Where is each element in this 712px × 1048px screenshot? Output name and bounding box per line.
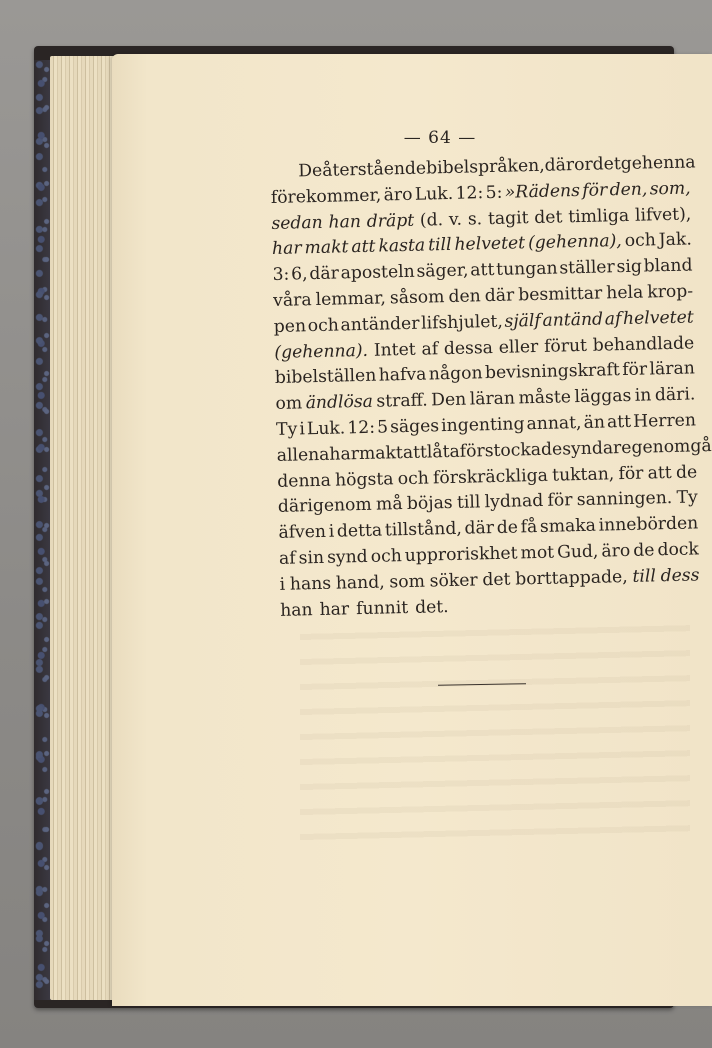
- word: innebörden: [598, 513, 699, 536]
- word: ordet: [573, 154, 622, 176]
- word: för: [547, 490, 573, 512]
- word: äfven: [278, 521, 327, 544]
- word: han: [328, 211, 362, 233]
- word: genomgå: [631, 435, 712, 458]
- word: för: [582, 180, 608, 201]
- word: Ty: [676, 487, 698, 509]
- word: detta: [336, 520, 383, 542]
- word: ställer: [559, 257, 615, 279]
- word: äro: [601, 540, 631, 562]
- word: om: [275, 393, 303, 415]
- word: hand,: [335, 572, 385, 594]
- word: än: [583, 412, 606, 433]
- word: upproriskhet: [404, 543, 518, 566]
- word: (d.: [419, 209, 444, 231]
- word: få: [520, 517, 538, 538]
- word: ingenting: [440, 414, 525, 437]
- word: läran: [649, 358, 696, 380]
- word: »Rädens: [504, 180, 581, 203]
- word: annat,: [526, 412, 582, 435]
- word: sin: [298, 547, 325, 569]
- word: Luk.: [306, 418, 346, 440]
- word: (gehenna),: [527, 231, 622, 254]
- word: Gud,: [556, 541, 599, 563]
- word: af: [604, 308, 622, 330]
- word: lemmar,: [315, 288, 387, 310]
- word: däri.: [654, 384, 696, 406]
- word: Luk.: [414, 183, 454, 205]
- word: till: [632, 566, 657, 587]
- word: makt: [358, 442, 404, 464]
- word: den,: [609, 179, 648, 201]
- word: tillstånd,: [384, 518, 463, 541]
- word: 6,: [290, 264, 308, 285]
- word: där: [484, 285, 515, 307]
- word: denna: [277, 470, 332, 492]
- word: i: [328, 521, 335, 542]
- word: allena: [276, 444, 330, 466]
- word: har: [319, 598, 350, 620]
- word: 5: [376, 417, 389, 438]
- word: i: [299, 419, 306, 440]
- word: att: [351, 237, 376, 258]
- word: 3:: [272, 264, 290, 286]
- word: 12:: [455, 182, 484, 204]
- page-number: — 64 —: [403, 128, 477, 148]
- word: straff.: [376, 390, 428, 412]
- word: och: [624, 230, 657, 252]
- word: helvetet: [454, 233, 526, 256]
- word: de: [675, 461, 698, 483]
- body-text: [270, 150, 712, 624]
- word: synd: [326, 546, 368, 568]
- word: antänder: [340, 313, 420, 336]
- word: 5:: [485, 182, 503, 203]
- word: Ty: [275, 419, 298, 440]
- word: Den: [430, 389, 467, 411]
- word: återstående: [321, 158, 427, 181]
- word: som: [389, 571, 426, 593]
- word: någon: [428, 363, 483, 385]
- word: bevisningskraft: [484, 360, 620, 384]
- word: hafva: [378, 364, 427, 386]
- word: hans: [289, 573, 332, 595]
- word: lifvet),: [634, 204, 692, 226]
- word: må: [375, 494, 403, 516]
- word: De: [298, 160, 323, 182]
- word: bibelställen: [274, 366, 377, 389]
- word: säges: [389, 416, 440, 438]
- word: sig: [616, 256, 643, 278]
- word: mot: [520, 542, 555, 564]
- word: för: [618, 463, 644, 484]
- word: tagit: [487, 207, 529, 229]
- word: in: [634, 385, 652, 406]
- word: förskräckliga: [432, 465, 549, 488]
- word: låta: [426, 441, 461, 463]
- word: att: [402, 442, 428, 463]
- word: aposteln: [340, 261, 415, 284]
- word: lifshjulet,: [420, 311, 504, 334]
- word: i: [279, 574, 286, 595]
- word: dessa: [443, 337, 494, 359]
- word: att: [470, 260, 495, 281]
- word: Herren: [632, 410, 697, 432]
- word: bibelspråken,: [425, 155, 545, 179]
- word: högsta: [334, 468, 394, 491]
- word: förut: [543, 335, 588, 357]
- word: krop-: [647, 281, 694, 303]
- word: makt: [304, 237, 349, 259]
- word: läggas: [574, 386, 632, 408]
- word: kasta: [378, 235, 426, 257]
- word: därigenom: [277, 495, 372, 518]
- word: söker: [429, 570, 478, 592]
- word: såsom: [389, 287, 445, 309]
- word: tungan: [495, 258, 558, 281]
- word: smaka: [539, 515, 597, 538]
- word: han: [279, 599, 313, 621]
- word: ändlösa: [305, 391, 374, 414]
- word: hela: [606, 282, 644, 304]
- word: det: [534, 206, 563, 228]
- word: dock: [657, 539, 700, 561]
- word: måste: [518, 387, 572, 409]
- word: de: [633, 540, 655, 561]
- word: af: [278, 548, 296, 569]
- word: Intet: [373, 339, 416, 361]
- word: där: [544, 155, 575, 176]
- word: förstockade: [459, 439, 563, 462]
- word: där: [309, 263, 340, 285]
- word: och: [370, 546, 402, 567]
- word: besmittar: [517, 283, 603, 306]
- word: syndare: [562, 437, 632, 460]
- word: helvetet: [622, 307, 694, 329]
- word: s.: [467, 208, 483, 230]
- word: sedan: [271, 212, 323, 234]
- word: timliga: [567, 205, 630, 227]
- word: att: [647, 462, 672, 484]
- word: och: [307, 315, 340, 336]
- word: böjas: [406, 493, 453, 515]
- word: Jak.: [658, 229, 693, 251]
- word: det: [482, 569, 511, 591]
- word: själf: [504, 310, 542, 332]
- word: 12:: [347, 417, 376, 439]
- word: sanningen.: [576, 488, 673, 511]
- word: eller: [498, 336, 539, 358]
- word: säger,: [416, 260, 469, 282]
- word: och: [397, 468, 429, 489]
- word: det.: [414, 596, 449, 618]
- word: funnit: [355, 597, 409, 619]
- word: de: [496, 517, 519, 539]
- word: att: [606, 411, 632, 433]
- word: läran: [469, 388, 516, 410]
- word: (gehenna).: [274, 340, 369, 363]
- word: gehenna: [620, 152, 696, 175]
- word: den: [448, 286, 481, 307]
- word: som,: [649, 178, 691, 200]
- word: antänd: [542, 309, 604, 331]
- word: lydnad: [484, 491, 544, 513]
- word: dess: [660, 565, 700, 586]
- word: våra: [272, 290, 312, 311]
- word: där: [464, 518, 495, 539]
- word: behandlade: [592, 333, 695, 356]
- word: har: [329, 443, 360, 465]
- word: bland: [643, 255, 693, 277]
- word: för: [621, 359, 648, 381]
- word: pen: [273, 316, 307, 337]
- word: dräpt: [366, 210, 415, 232]
- word: förekommer,: [270, 185, 382, 208]
- word: v.: [448, 209, 463, 230]
- word: äro: [383, 184, 413, 206]
- word: har: [271, 238, 302, 260]
- word: af: [421, 338, 439, 360]
- word: borttappade,: [514, 566, 628, 590]
- word: till: [427, 235, 452, 256]
- word: till: [456, 492, 481, 514]
- word: tuktan,: [551, 463, 615, 486]
